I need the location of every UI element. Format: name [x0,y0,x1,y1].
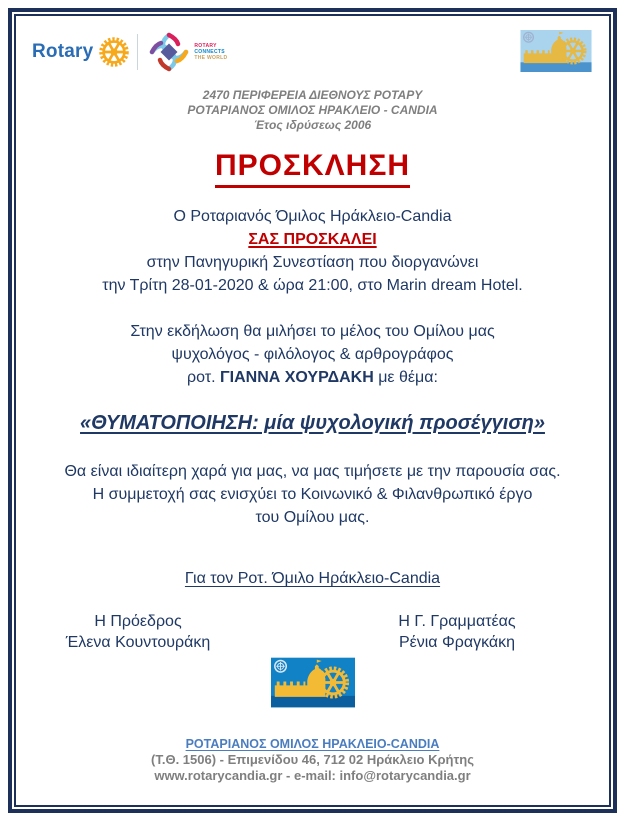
theme-logo-text [194,43,227,61]
header-logos-row [16,14,609,78]
closing-paragraph [16,460,609,529]
speaker-line-2: ψυχολόγος - φιλόλογος & αρθρογράφος [171,346,454,363]
invitation-document [16,14,609,805]
footer [16,737,609,784]
host-line: Ο Ροταριανός Όμιλος Ηράκλειο-Candia [173,208,452,225]
secretary-role: Η Γ. Γραμματέας [398,613,516,630]
logo-divider [137,34,138,70]
speaker-line-3: ροτ. ΓΙΑΝΝΑ ΧΟΥΡΔΑΚΗ με θέμα: [187,369,438,386]
org-line-district: 2470 ΠΕΡΙΦΕΡΕΙΑ ΔΙΕΘΝΟΥΣ ΡΟΤΑΡΥ [202,88,423,102]
theme-text-connects: CONNECTS [194,49,225,55]
org-line-club: ΡΟΤΑΡΙΑΝΟΣ ΟΜΙΛΟΣ ΗΡΑΚΛΕΙΟ - CANDIA [187,103,438,117]
signature-president [38,611,238,653]
signatures-row [16,611,609,653]
event-line-1: στην Πανηγυρική Συνεστίαση που διοργανώνει [146,254,479,271]
org-header [16,88,609,133]
theme-swirl-icon [147,30,191,74]
org-line-founded: Έτος ιδρύσεως 2006 [253,118,372,132]
invites-line: ΣΑΣ ΠΡΟΣΚΑΛΕΙ [248,231,377,248]
theme-text-world: THE WORLD [194,55,228,61]
club-fortress-logo-light [511,30,601,72]
rotary-wordmark: Rotary [32,41,94,62]
secretary-name: Ρένια Φραγκάκη [398,634,516,651]
footer-club-name: ΡΟΤΑΡΙΑΝΟΣ ΟΜΙΛΟΣ ΗΡΑΚΛΕΙΟ-CANDIA [185,737,440,751]
president-name: Έλενα Κουντουράκη [65,634,211,651]
invitation-intro [16,205,609,297]
lecture-theme: «ΘΥΜΑΤΟΠΟΙΗΣΗ: μία ψυχολογική προσέγγιση» [80,412,545,434]
rotary-theme-logo [147,30,227,74]
on-behalf-wrap [16,570,609,588]
event-line-2: την Τρίτη 28-01-2020 & ώρα 21:00, στο Marin dream Hotel. [102,277,523,294]
signature-secretary [357,611,557,653]
president-role: Η Πρόεδρος [94,613,182,630]
footer-address: (Τ.Θ. 1506) - Επιμενίδου 46, 712 02 Ηράκλειο Κρήτης [151,752,474,767]
speaker-line-1: Στην εκδήλωση θα μιλήσει το μέλος του Ομίλου μας [130,323,495,340]
closing-line-2: Η συμμετοχή σας ενισχύει το Κοινωνικό & Φιλανθρωπικό έργο [92,486,533,503]
closing-line-1: Θα είναι ιδιαίτερη χαρά για μας, να μας τιμήσετε με την παρουσία σας. [64,463,561,480]
rotary-wheel-icon [98,36,130,68]
club-fortress-logo-dark [271,657,355,708]
footer-web-email: www.rotarycandia.gr - e-mail: info@rotarycandia.gr [154,768,471,783]
theme-text-rotary: ROTARY [194,43,217,49]
page-title: ΠΡΟΣΚΛΗΣΗ [215,149,410,188]
speaker-paragraph [16,320,609,389]
closing-line-3: του Ομίλου μας. [255,509,370,526]
on-behalf-line: Για τον Ροτ. Όμιλο Ηράκλειο-Candia [184,570,441,587]
rotary-masterbrand [32,30,227,74]
title-wrap [16,149,609,188]
speaker-name: ΓΙΑΝΝΑ ΧΟΥΡΔΑΚΗ [220,369,374,386]
